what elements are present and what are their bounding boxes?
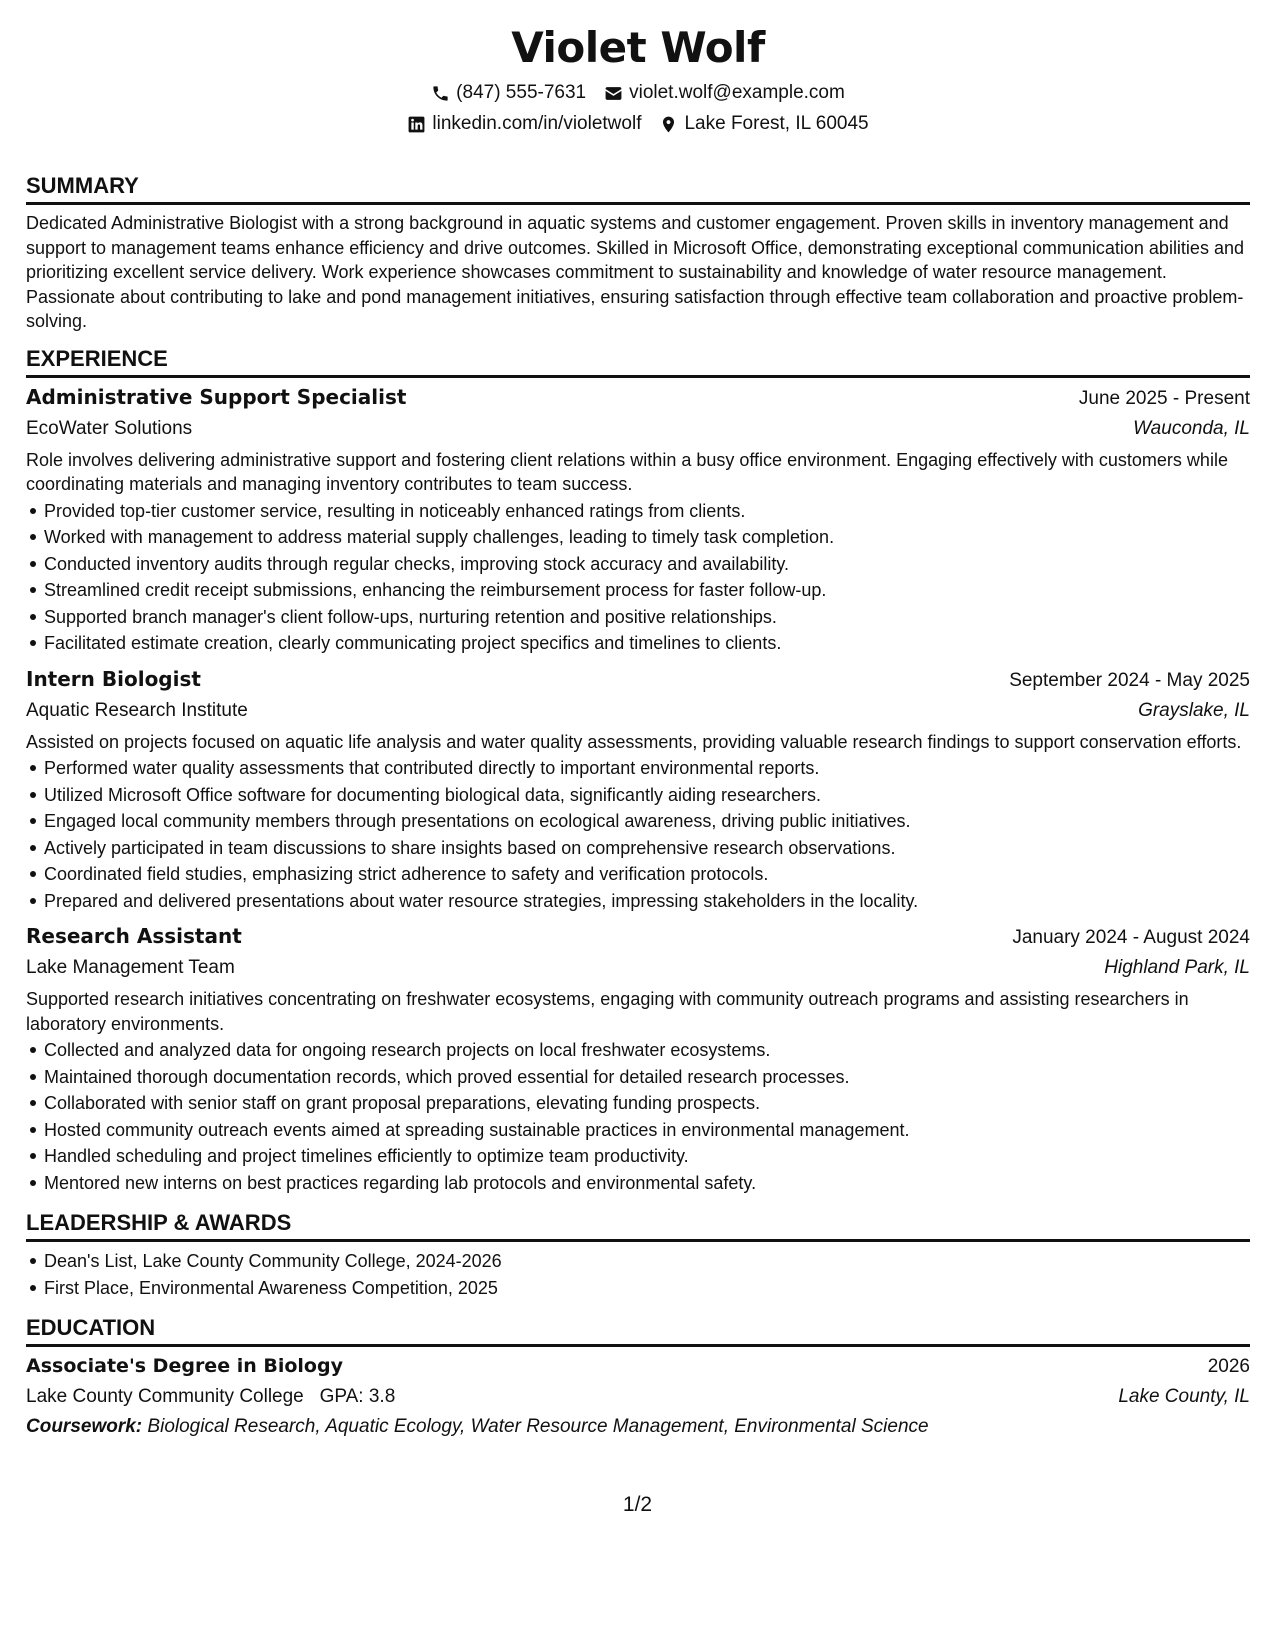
job-entry [26,921,1250,1196]
job-bullets [26,1037,1250,1196]
coursework-label: Coursework: [26,1416,143,1437]
gpa: GPA: 3.8 [319,1386,396,1407]
list-item: Collaborated with senior staff on grant proposal preparations, elevating funding prospects. [44,1090,1250,1117]
list-item: Worked with management to address material supply challenges, leading to timely task completion. [44,524,1250,551]
school-name: Lake County Community College [26,1386,304,1407]
job-header [26,382,1250,414]
section-heading: SUMMARY [26,172,1250,205]
job-title: Intern Biologist [26,666,201,691]
home-location: Lake Forest, IL 60045 [684,113,869,134]
coursework-list: Biological Research, Aquatic Ecology, Water Resource Management, Environmental Science [147,1416,929,1437]
graduation-year: 2026 [1207,1356,1250,1377]
linkedin-icon [407,115,426,134]
awards-list [26,1248,1250,1301]
school-info [26,1382,395,1412]
coursework [26,1412,1250,1441]
contact-line-2 [26,112,1250,136]
linkedin-contact[interactable] [407,112,641,136]
list-item: Engaged local community members through presentations on ecological awareness, driving public initiatives. [44,808,1250,835]
job-description: Role involves delivering administrative support and fostering client relations within a busy office environment. Engaging effectively with customers while coordinating materials and managing inventory contributes to team success. [26,449,1228,494]
email-address[interactable]: violet.wolf@example.com [629,82,845,103]
company-name: EcoWater Solutions [26,417,193,439]
resume-page [26,0,1250,1441]
list-item: Dean's List, Lake County Community College, 2024-2026 [44,1248,1250,1275]
section-heading: EDUCATION [26,1314,1250,1347]
page-number: 1/2 [622,1493,653,1516]
summary-section [26,172,1250,334]
job-title: Administrative Support Specialist [26,384,407,409]
summary-text: Dedicated Administrative Biologist with a strong background in aquatic systems and customer engagement. Proven skills in inventory management and support to management teams enhance efficiency and drive outcomes. Skilled in Microsoft Office, demonstrating exceptional communication abilities and prioritizing excellent service delivery. Work experience showcases commitment to sustainability and knowledge of water resource management. Passionate about contributing to lake and pond management initiatives, ensuring satisfaction through effective team collaboration and proactive problem-solving. [26,213,1244,331]
job-header [26,664,1250,696]
phone-contact [431,81,586,105]
job-location: Highland Park, IL [1104,957,1250,978]
section-heading: LEADERSHIP & AWARDS [26,1209,1250,1242]
map-pin-icon [659,115,678,134]
contact-line-1 [26,81,1250,105]
job-location: Wauconda, IL [1133,417,1250,439]
list-item: First Place, Environmental Awareness Competition, 2025 [44,1275,1250,1302]
job-entry [26,382,1250,657]
list-item: Utilized Microsoft Office software for documenting biological data, significantly aiding researchers. [44,782,1250,809]
location-contact [659,112,868,136]
envelope-icon [604,84,623,103]
education-subheader [26,1382,1250,1412]
phone-number: (847) 555-7631 [456,82,587,103]
company-name: Aquatic Research Institute [26,699,248,721]
degree-title: Associate's Degree in Biology [26,1355,343,1377]
experience-section [26,345,1250,1197]
phone-icon [431,84,450,103]
school-location: Lake County, IL [1118,1386,1250,1407]
job-dates: January 2024 - August 2024 [1012,927,1250,948]
list-item: Streamlined credit receipt submissions, enhancing the reimbursement process for faster follow-up. [44,577,1250,604]
job-entry [26,664,1250,915]
candidate-name: Violet Wolf [511,23,765,72]
list-item: Prepared and delivered presentations about water resource strategies, impressing stakeholders in the locality. [44,888,1250,915]
list-item: Hosted community outreach events aimed at spreading sustainable practices in environmental management. [44,1117,1250,1144]
job-header [26,921,1250,953]
job-subheader [26,414,1250,444]
job-dates: June 2025 - Present [1078,387,1250,409]
resume-header [26,0,1250,136]
education-section [26,1314,1250,1441]
list-item: Maintained thorough documentation records, which proved essential for detailed research processes. [44,1064,1250,1091]
list-item: Conducted inventory audits through regular checks, improving stock accuracy and availability. [44,551,1250,578]
section-heading: EXPERIENCE [26,345,1250,378]
list-item: Coordinated field studies, emphasizing strict adherence to safety and verification protocols. [44,861,1250,888]
list-item: Mentored new interns on best practices regarding lab protocols and environmental safety. [44,1170,1250,1197]
linkedin-url[interactable]: linkedin.com/in/violetwolf [432,113,642,134]
list-item: Actively participated in team discussions to share insights based on comprehensive research observations. [44,835,1250,862]
list-item: Performed water quality assessments that contributed directly to important environmental reports. [44,755,1250,782]
job-dates: September 2024 - May 2025 [1009,669,1250,691]
job-description: Supported research initiatives concentrating on freshwater ecosystems, engaging with community outreach programs and assisting researchers in laboratory environments. [26,989,1189,1034]
list-item: Facilitated estimate creation, clearly communicating project specifics and timelines to clients. [44,630,1250,657]
job-bullets [26,755,1250,914]
list-item: Supported branch manager's client follow-ups, nurturing retention and positive relationships. [44,604,1250,631]
email-contact[interactable] [604,81,845,105]
job-subheader [26,953,1250,983]
education-header [26,1351,1250,1382]
job-location: Grayslake, IL [1138,699,1250,721]
job-description: Assisted on projects focused on aquatic life analysis and water quality assessments, providing valuable research findings to support conservation efforts. [26,731,1242,752]
job-subheader [26,696,1250,726]
job-bullets [26,498,1250,657]
company-name: Lake Management Team [26,957,235,978]
list-item: Collected and analyzed data for ongoing research projects on local freshwater ecosystems. [44,1037,1250,1064]
job-title: Research Assistant [26,924,242,948]
list-item: Handled scheduling and project timelines efficiently to optimize team productivity. [44,1143,1250,1170]
leadership-section [26,1209,1250,1301]
list-item: Provided top-tier customer service, resulting in noticeably enhanced ratings from clients. [44,498,1250,525]
